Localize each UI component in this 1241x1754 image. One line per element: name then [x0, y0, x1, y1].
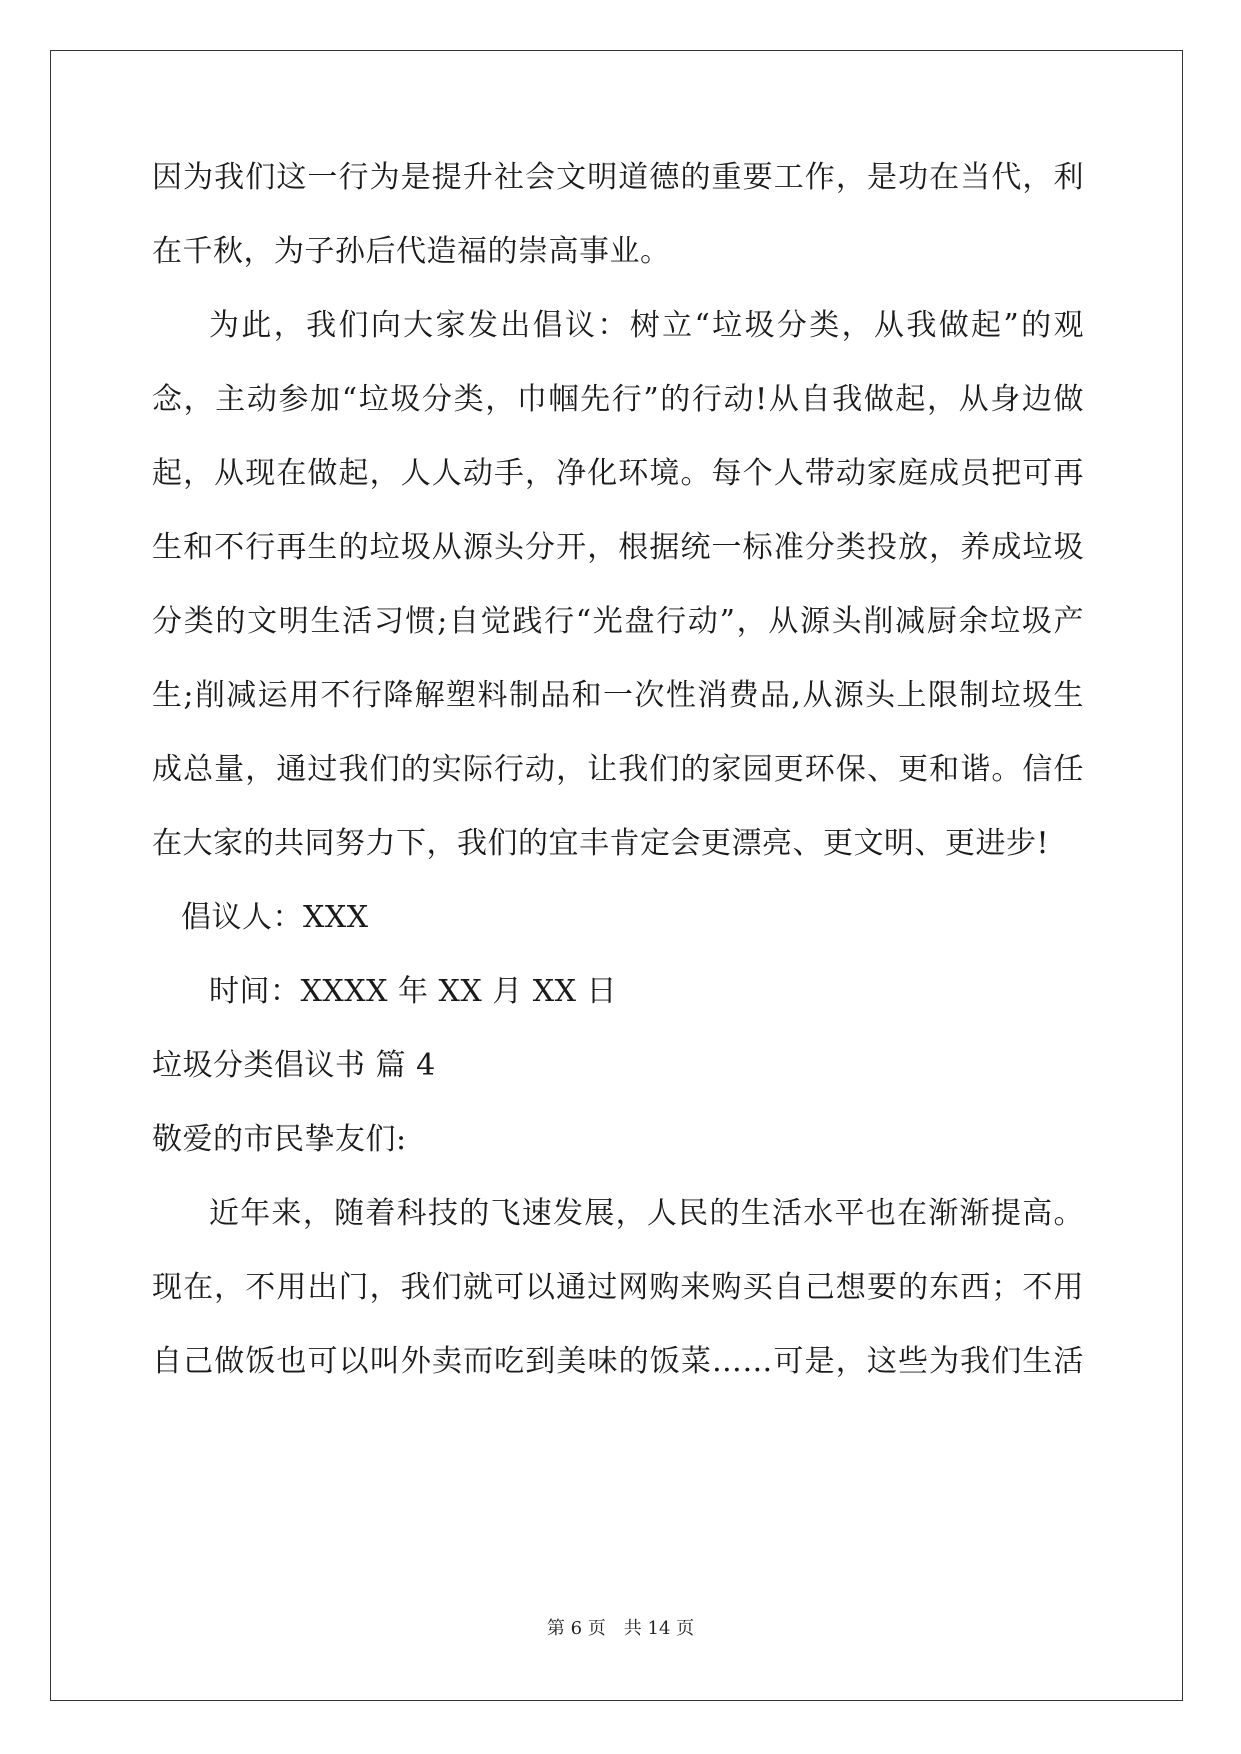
paragraph-line: 起，从现在做起，人人动手，净化环境。每个人带动家庭成员把可再 — [152, 456, 1084, 491]
paragraph-line: 为此，我们向大家发出倡议：树立“垃圾分类，从我做起”的观 — [209, 308, 1084, 343]
salutation: 敬爱的市民挚友们: — [152, 1122, 407, 1157]
paragraph-line: 近年来，随着科技的飞速发展，人民的生活水平也在渐渐提高。 — [209, 1196, 1084, 1231]
paragraph-line: 自己做饭也可以叫外卖而吃到美味的饭菜……可是，这些为我们生活 — [152, 1344, 1084, 1379]
paragraph-line: 现在，不用出门，我们就可以通过网购来购买自己想要的东西；不用 — [152, 1270, 1084, 1305]
page-border — [50, 50, 1183, 1701]
signature-proposer: 倡议人：XXX — [181, 900, 369, 935]
paragraph-line: 生和不行再生的垃圾从源头分开，根据统一标准分类投放，养成垃圾 — [152, 530, 1084, 565]
paragraph-line: 念，主动参加“垃圾分类，巾帼先行”的行动!从自我做起，从身边做 — [152, 382, 1084, 417]
section-heading: 垃圾分类倡议书 篇 4 — [152, 1048, 436, 1083]
paragraph-line: 在千秋，为子孙后代造福的崇高事业。 — [152, 234, 671, 269]
signature-date: 时间：XXXX 年 XX 月 XX 日 — [209, 974, 618, 1009]
paragraph-line: 成总量，通过我们的实际行动，让我们的家园更环保、更和谐。信任 — [152, 752, 1084, 787]
paragraph-line: 生;削减运用不行降解塑料制品和一次性消费品,从源头上限制垃圾生 — [152, 678, 1084, 713]
paragraph-line: 因为我们这一行为是提升社会文明道德的重要工作，是功在当代，利 — [152, 160, 1084, 195]
paragraph-line: 在大家的共同努力下，我们的宜丰肯定会更漂亮、更文明、更进步! — [152, 826, 1050, 861]
paragraph-line: 分类的文明生活习惯;自觉践行“光盘行动”，从源头削减厨余垃圾产 — [152, 604, 1084, 639]
page-number-footer: 第 6 页 共 14 页 — [546, 1618, 695, 1639]
